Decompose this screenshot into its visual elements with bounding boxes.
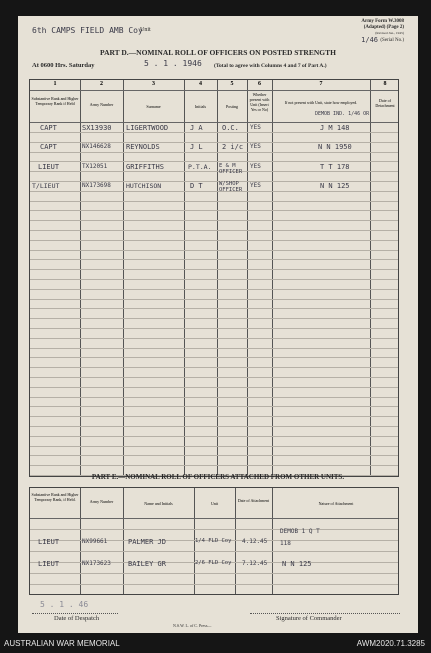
row-rank: CAPT (40, 143, 57, 151)
part-e-title: PART E.—NOMINAL ROLL OF OFFICERS ATTACHED FROM OTHER UNITS. (91, 473, 345, 481)
rule-line (30, 299, 398, 300)
e-row-date: 7.12.45 (242, 560, 268, 567)
row-initials: J A (190, 124, 203, 132)
e-row-number: NX173623 (82, 560, 111, 567)
rule-line (30, 465, 398, 466)
rule-line (30, 397, 398, 398)
rule-line (30, 318, 398, 319)
row-present: YES (250, 163, 261, 170)
rule-line (30, 426, 398, 427)
part-e-table (29, 487, 399, 595)
e-row-unit: 2/6 FLD Coy (195, 560, 232, 566)
rule-line (30, 308, 398, 309)
printer-imprint: N.S.W. L. of C. Press— (173, 623, 212, 628)
row-posting: 2 i/c (222, 143, 244, 151)
rule-line (30, 259, 398, 260)
rule-line (30, 210, 398, 211)
col-num-7: 7 (319, 81, 323, 87)
row-date: DEMOB IND. 1/46 OR (315, 111, 370, 117)
row-initials: P.T.A. (188, 163, 212, 171)
rule-line (30, 191, 398, 192)
e-row-number: NX99661 (82, 538, 108, 545)
rule-line (30, 573, 398, 574)
unit-handwritten: 6th CAMPS FIELD AMB Coy (32, 26, 143, 35)
col-num-1: 1 (53, 81, 57, 87)
col-num-5: 5 (230, 81, 234, 87)
rule-line (30, 269, 398, 270)
e-row-nature: N N 125 (282, 560, 312, 568)
col-header-army-number: Army Number (89, 102, 114, 107)
row-present: YES (250, 143, 261, 150)
rule-line (30, 551, 398, 552)
form-ref-line3: (Revised Jan., 1945) (375, 31, 404, 35)
rule-line (30, 250, 398, 251)
rule-line (30, 152, 398, 153)
row-surname: GRIFFITHS (126, 163, 164, 171)
serial-value: 1/46 (361, 36, 378, 44)
row-surname: HUTCHISON (126, 182, 162, 190)
rule-line (30, 455, 398, 456)
rule-line (30, 446, 398, 447)
col-num-8: 8 (383, 81, 387, 87)
caption-bar (0, 635, 431, 653)
serial-label: (Serial No.) (380, 38, 404, 43)
signature-line (250, 613, 400, 614)
row-surname: REYNOLDS (126, 143, 160, 151)
e-row-unit: 1/4 FLD Coy (195, 538, 232, 544)
e-col-header-number: Army Number (89, 499, 114, 504)
signature-label: Signature of Commander (276, 615, 342, 622)
e-col-header-name: Name and Initials (144, 501, 173, 506)
e-col-header-date: Date of Attachment (237, 498, 270, 503)
part-d-time-prefix: At 0600 Hrs. Saturday (32, 62, 95, 69)
col-header-rank: Substantive Rank and Higher Temporary Rank if Held (31, 96, 79, 106)
row-employed: T T 178 (320, 163, 350, 171)
row-number: SX13930 (82, 124, 112, 132)
row-rank: CAPT (40, 124, 57, 132)
e-row-nature: DEMOB 1 Q T 118 (280, 528, 320, 547)
rule-line (30, 357, 398, 358)
despatch-date-value: 5 . 1 . 46 (40, 600, 89, 609)
despatch-line (32, 613, 118, 614)
form-ref-line1: Army Form W.3008 (361, 19, 404, 24)
rule-line (30, 529, 398, 530)
e-row-rank: LIEUT (38, 560, 60, 568)
caption-left: AUSTRALIAN WAR MEMORIAL (4, 639, 120, 648)
rule-line (30, 279, 398, 280)
part-d-date: 5 . 1 . 1946 (144, 59, 202, 68)
rule-line (30, 328, 398, 329)
row-number: NX146628 (82, 143, 111, 150)
rule-line (30, 377, 398, 378)
row-initials: J L (190, 143, 203, 151)
row-number: TX12051 (82, 163, 108, 170)
row-present: YES (250, 124, 261, 131)
row-initials: D T (190, 182, 203, 190)
rule-line (30, 416, 398, 417)
part-d-title: PART D.—NOMINAL ROLL OF OFFICERS ON POSTED STRENGTH (100, 48, 336, 57)
col-num-6: 6 (258, 81, 261, 87)
e-row-date: 4.12.45 (242, 538, 268, 545)
row-posting: E & M OFFICER (219, 163, 243, 175)
form-sheet (18, 16, 418, 633)
col-num-4: 4 (199, 81, 202, 87)
row-posting: W/SHOP OFFICER (219, 181, 243, 193)
e-col-header-nature: Nature of Attachment (318, 501, 354, 506)
despatch-label: Date of Despatch (54, 615, 100, 622)
col-header-posting: Posting (225, 104, 238, 109)
rule-line (30, 406, 398, 407)
row-employed: J M 148 (320, 124, 350, 132)
col-num-3: 3 (152, 81, 155, 87)
row-surname: LIGERTWOOD (126, 124, 169, 132)
e-col-header-rank: Substantive Rank and Higher Temporary Rank, if Held. (31, 492, 79, 502)
row-employed: N N 125 (320, 182, 350, 190)
caption-right: AWM2020.71.3285 (356, 639, 425, 648)
col-header-date: Date of Detachment (375, 98, 395, 108)
row-employed: N N 1950 (318, 143, 352, 151)
part-d-table (29, 79, 399, 477)
rule-line (30, 338, 398, 339)
rule-line (30, 171, 398, 172)
col-header-employed: If not present with Unit, state how employed. (284, 100, 358, 105)
rule-line (30, 240, 398, 241)
e-row-name: PALMER JD (128, 538, 166, 546)
form-ref-line2: (Adapted) (Page 2) (363, 25, 404, 30)
rule-line (30, 584, 398, 585)
e-col-header-unit: Unit (210, 501, 219, 506)
rule-line (30, 220, 398, 221)
row-rank: T/LIEUT (32, 182, 60, 190)
row-number: NX173698 (82, 182, 111, 189)
rule-line (30, 201, 398, 202)
row-posting: O.C. (222, 124, 239, 132)
row-rank: LIEUT (38, 163, 60, 171)
e-row-name: BAILEY GR (128, 560, 166, 568)
rule-line (30, 367, 398, 368)
col-num-2: 2 (100, 81, 103, 87)
rule-line (30, 230, 398, 231)
e-row-rank: LIEUT (38, 538, 60, 546)
part-d-time-suffix: (Total to agree with Columns 4 and 7 of Part A.) (214, 63, 327, 69)
rule-line (30, 289, 398, 290)
rule-line (30, 132, 398, 133)
col-header-surname: Surname (146, 104, 161, 109)
rule-line (30, 387, 398, 388)
unit-label: Unit (140, 27, 151, 33)
row-present: YES (250, 182, 261, 189)
col-header-initials: Initials (194, 104, 207, 109)
rule-line (30, 348, 398, 349)
col-header-present: Whether present with Unit (Insert Yes or No) (249, 92, 270, 112)
rule-line (30, 436, 398, 437)
